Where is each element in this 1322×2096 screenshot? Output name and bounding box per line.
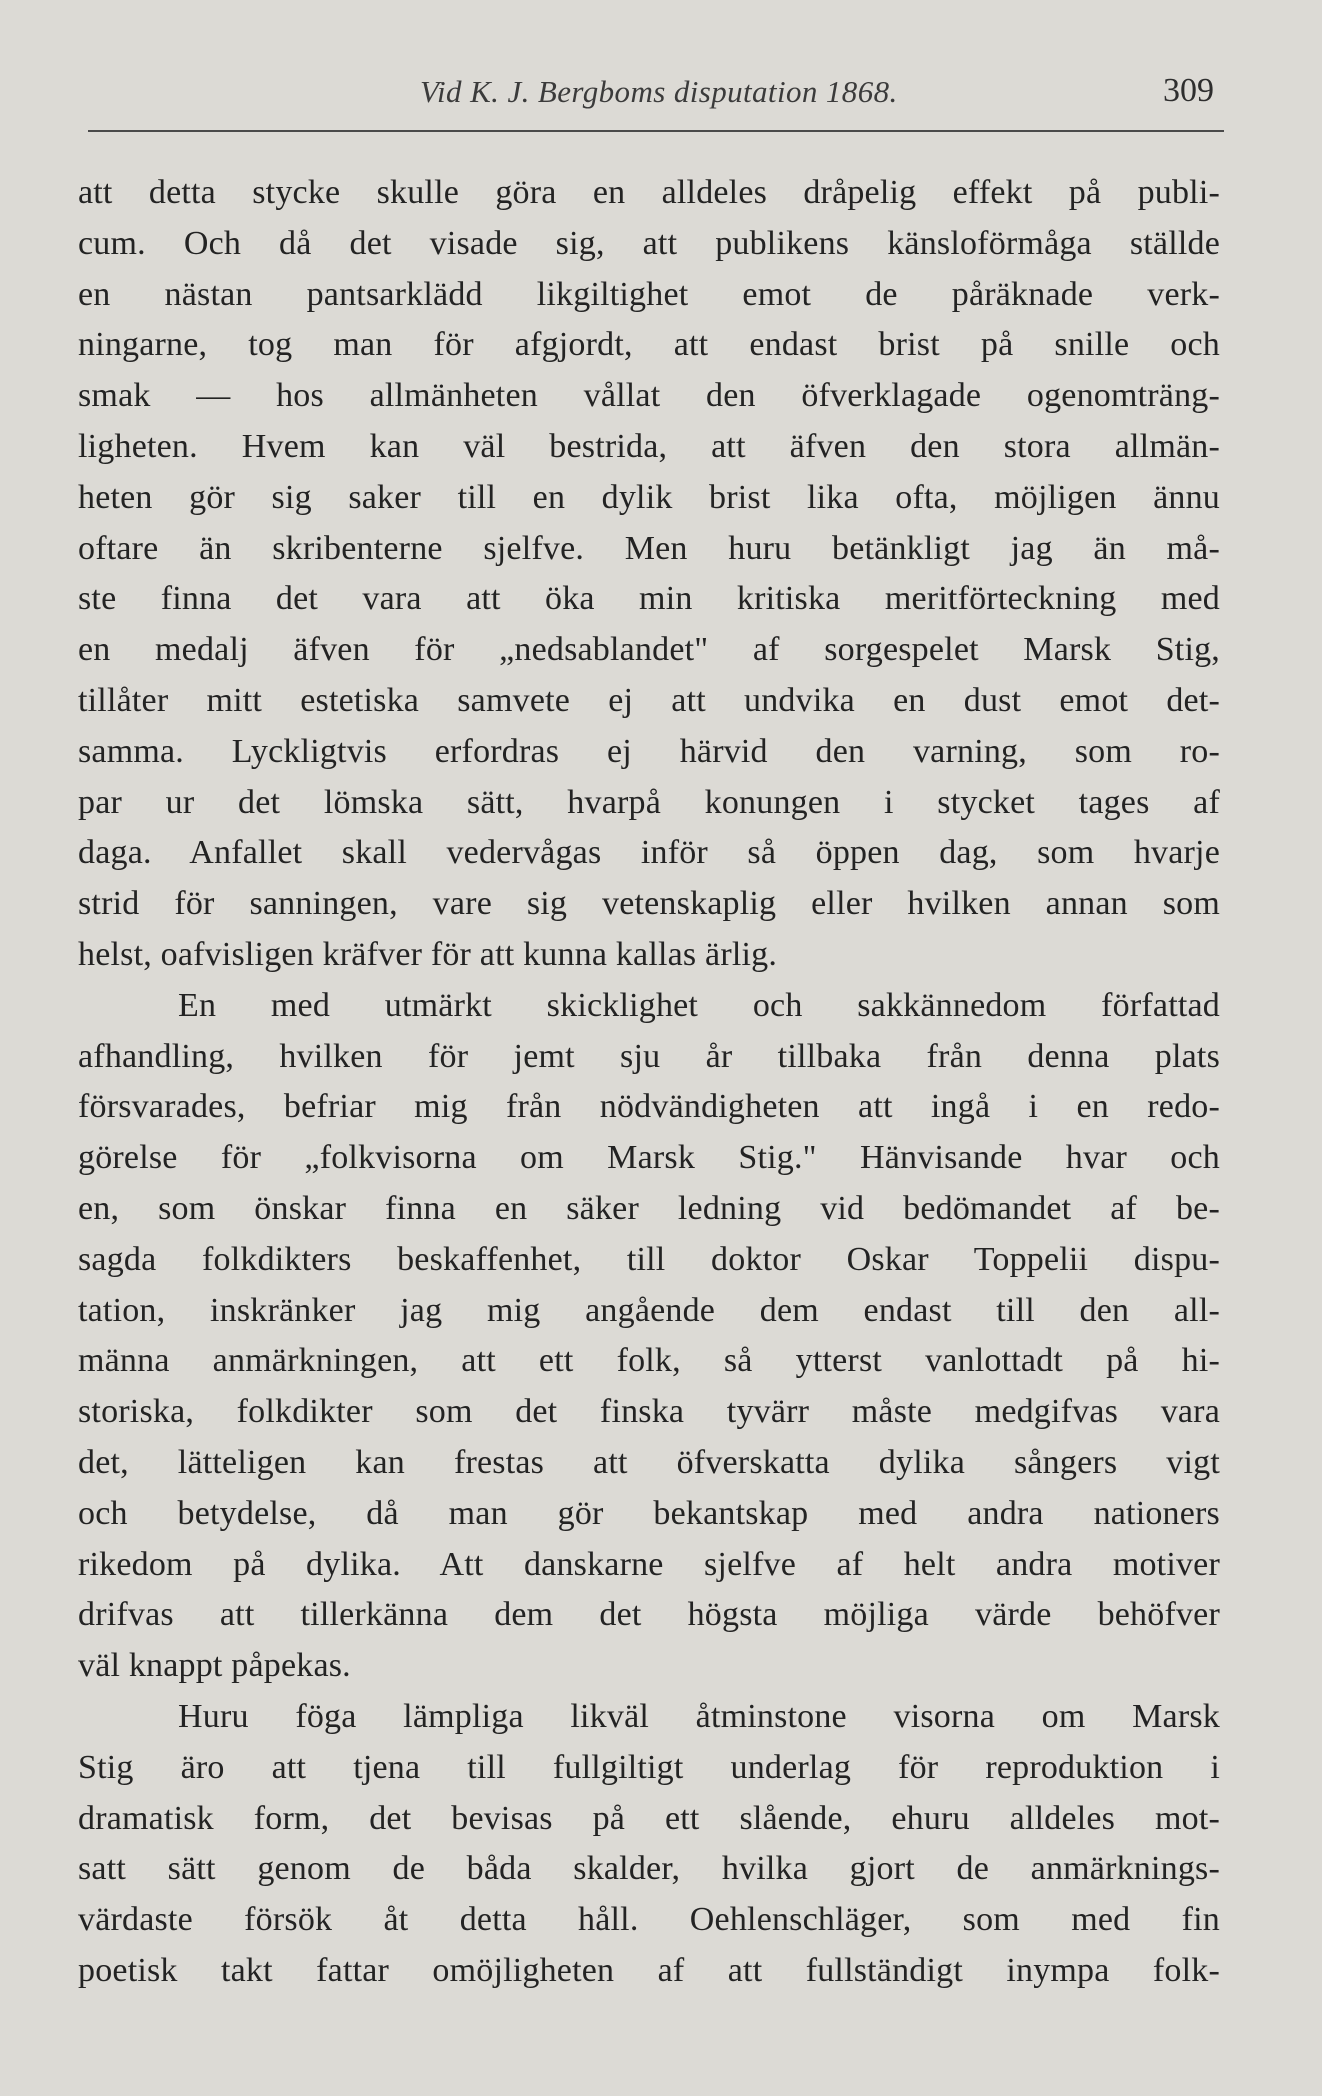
text-line: tation, inskränker jag mig angående dem endast till den all- [78,1291,1220,1329]
text-line: och betydelse, då man gör bekantskap med andra nationers [78,1494,1220,1532]
running-header [80,68,1222,122]
text-line: par ur det lömska sätt, hvarpå konungen i stycket tages af [78,783,1220,821]
text-line: dramatisk form, det bevisas på ett slående, ehuru alldeles mot- [78,1799,1220,1837]
text-line: helst, oafvisligen kräfver för att kunna kallas ärlig. [78,935,778,973]
body-text [78,168,1220,1997]
text-line: En med utmärkt skicklighet och sakkännedom författad [178,986,1220,1024]
text-line: att detta stycke skulle göra en alldeles dråpelig effekt på publi- [78,174,1220,211]
text-line: daga. Anfallet skall vedervågas inför så öppen dag, som hvarje [78,834,1220,872]
text-line: oftare än skribenterne sjelfve. Men huru betänkligt jag än må- [78,529,1220,567]
text-line: samma. Lyckligtvis erfordras ej härvid den varning, som ro- [78,732,1220,770]
header-rule [88,130,1224,132]
running-header-title: Vid K. J. Bergboms disputation 1868. [420,74,898,109]
text-line: ste finna det vara att öka min kritiska meritförteckning med [78,580,1220,618]
text-line: en, som önskar finna en säker ledning vid bedömandet af be- [78,1189,1220,1227]
text-line: strid för sanningen, vare sig vetenskaplig eller hvilken annan som [78,885,1220,923]
text-line: försvarades, befriar mig från nödvändigheten att ingå i en redo- [78,1088,1220,1126]
text-line: en medalj äfven för „nedsablandet" af sorgespelet Marsk Stig, [78,631,1220,669]
text-line: görelse för „folkvisorna om Marsk Stig." Hänvisande hvar och [78,1139,1220,1177]
text-line: männa anmärkningen, att ett folk, så ytterst vanlottadt på hi- [78,1342,1220,1380]
text-line: cum. Och då det visade sig, att publikens känsloförmåga ställde [78,224,1220,262]
text-line: det, lätteligen kan frestas att öfverskatta dylika sångers vigt [78,1443,1220,1481]
text-line: en nästan pantsarklädd likgiltighet emot de påräknade verk- [78,275,1220,313]
text-line: satt sätt genom de båda skalder, hvilka gjort de anmärknings- [78,1850,1220,1888]
text-line: heten gör sig saker till en dylik brist lika ofta, möjligen ännu [78,478,1220,516]
text-line: ningarne, tog man för afgjordt, att endast brist på snille och [78,326,1220,364]
text-line: tillåter mitt estetiska samvete ej att undvika en dust emot det- [78,681,1220,719]
text-line: rikedom på dylika. Att danskarne sjelfve af helt andra motiver [78,1545,1220,1583]
text-line: smak — hos allmänheten vållat den öfverklagade ogenomträng- [78,377,1220,415]
text-line: väl knappt påpekas. [78,1647,351,1685]
text-line: drifvas att tillerkänna dem det högsta möjliga värde behöfver [78,1596,1220,1634]
text-line: Huru föga lämpliga likväl åtminstone visorna om Marsk [178,1697,1220,1735]
text-line: Stig äro att tjena till fullgiltigt underlag för reproduktion i [78,1748,1220,1786]
text-line: afhandling, hvilken för jemt sju år tillbaka från denna plats [78,1037,1220,1075]
text-line: värdaste försök åt detta håll. Oehlenschläger, som med fin [78,1901,1220,1939]
text-line: sagda folkdikters beskaffenhet, till doktor Oskar Toppelii dispu- [78,1240,1220,1278]
page-number: 309 [1163,72,1214,109]
text-line: storiska, folkdikter som det finska tyvärr måste medgifvas vara [78,1393,1220,1431]
text-line: ligheten. Hvem kan väl bestrida, att äfven den stora allmän- [78,427,1220,465]
text-line: poetisk takt fattar omöjligheten af att fullständigt inympa folk- [78,1951,1220,1989]
